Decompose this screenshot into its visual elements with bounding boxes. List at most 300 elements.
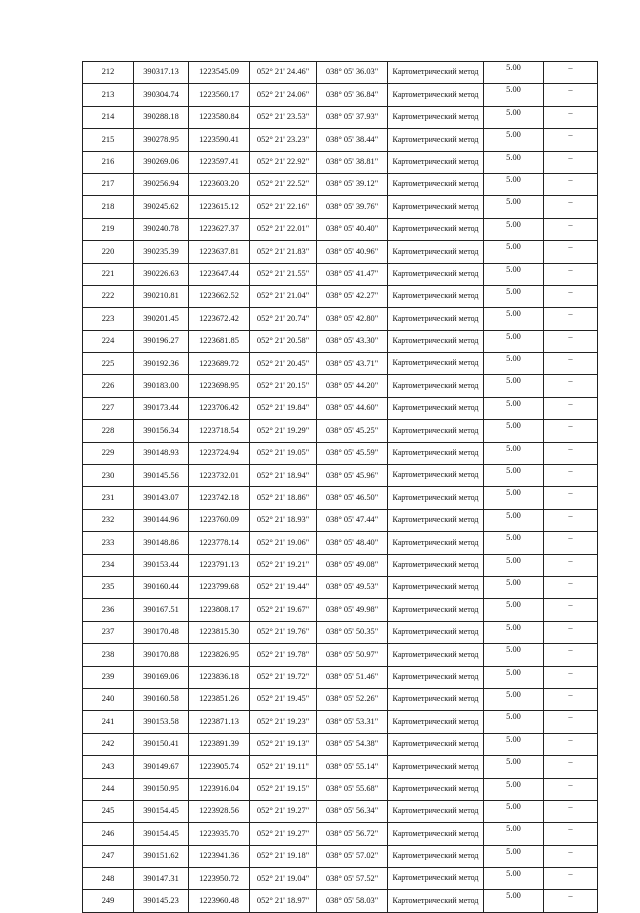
latitude-cell: 052° 21' 20.15" bbox=[250, 375, 317, 397]
note-cell: – bbox=[544, 218, 598, 240]
point-number-cell: 213 bbox=[83, 84, 134, 106]
x-coordinate-cell: 390196.27 bbox=[134, 330, 189, 352]
longitude-cell: 038° 05' 55.14" bbox=[317, 756, 388, 778]
y-coordinate-cell: 1223871.13 bbox=[189, 711, 250, 733]
point-number-cell: 238 bbox=[83, 644, 134, 666]
x-coordinate-cell: 390153.44 bbox=[134, 554, 189, 576]
distance-cell: 5.00 bbox=[484, 62, 544, 84]
x-coordinate-cell: 390269.06 bbox=[134, 151, 189, 173]
note-cell: – bbox=[544, 845, 598, 867]
method-cell: Картометрический метод bbox=[388, 420, 484, 442]
latitude-cell: 052° 21' 19.84" bbox=[250, 397, 317, 419]
table-row bbox=[83, 218, 598, 240]
point-number-cell: 233 bbox=[83, 532, 134, 554]
distance-cell: 5.00 bbox=[484, 599, 544, 621]
note-cell: – bbox=[544, 756, 598, 778]
note-cell: – bbox=[544, 644, 598, 666]
x-coordinate-cell: 390210.81 bbox=[134, 285, 189, 307]
table-row bbox=[83, 241, 598, 263]
distance-cell: 5.00 bbox=[484, 465, 544, 487]
table-row bbox=[83, 644, 598, 666]
x-coordinate-cell: 390317.13 bbox=[134, 62, 189, 84]
longitude-cell: 038° 05' 57.02" bbox=[317, 845, 388, 867]
y-coordinate-cell: 1223851.26 bbox=[189, 688, 250, 710]
table-row bbox=[83, 890, 598, 912]
x-coordinate-cell: 390160.58 bbox=[134, 688, 189, 710]
note-cell: – bbox=[544, 263, 598, 285]
point-number-cell: 242 bbox=[83, 733, 134, 755]
y-coordinate-cell: 1223935.70 bbox=[189, 823, 250, 845]
method-cell: Картометрический метод bbox=[388, 375, 484, 397]
x-coordinate-cell: 390167.51 bbox=[134, 599, 189, 621]
note-cell: – bbox=[544, 823, 598, 845]
table-row bbox=[83, 487, 598, 509]
table-row bbox=[83, 532, 598, 554]
x-coordinate-cell: 390169.06 bbox=[134, 666, 189, 688]
point-number-cell: 215 bbox=[83, 129, 134, 151]
y-coordinate-cell: 1223698.95 bbox=[189, 375, 250, 397]
method-cell: Картометрический метод bbox=[388, 554, 484, 576]
method-cell: Картометрический метод bbox=[388, 397, 484, 419]
method-cell: Картометрический метод bbox=[388, 353, 484, 375]
latitude-cell: 052° 21' 24.46" bbox=[250, 62, 317, 84]
x-coordinate-cell: 390148.93 bbox=[134, 442, 189, 464]
note-cell: – bbox=[544, 509, 598, 531]
distance-cell: 5.00 bbox=[484, 890, 544, 912]
coordinates-table bbox=[82, 61, 598, 913]
latitude-cell: 052° 21' 19.78" bbox=[250, 644, 317, 666]
x-coordinate-cell: 390170.88 bbox=[134, 644, 189, 666]
y-coordinate-cell: 1223637.81 bbox=[189, 241, 250, 263]
table-row bbox=[83, 106, 598, 128]
method-cell: Картометрический метод bbox=[388, 84, 484, 106]
table-row bbox=[83, 173, 598, 195]
point-number-cell: 237 bbox=[83, 621, 134, 643]
note-cell: – bbox=[544, 868, 598, 890]
method-cell: Картометрический метод bbox=[388, 576, 484, 598]
longitude-cell: 038° 05' 43.30" bbox=[317, 330, 388, 352]
latitude-cell: 052° 21' 18.94" bbox=[250, 465, 317, 487]
x-coordinate-cell: 390143.07 bbox=[134, 487, 189, 509]
point-number-cell: 218 bbox=[83, 196, 134, 218]
y-coordinate-cell: 1223815.30 bbox=[189, 621, 250, 643]
x-coordinate-cell: 390245.62 bbox=[134, 196, 189, 218]
longitude-cell: 038° 05' 48.40" bbox=[317, 532, 388, 554]
table-row bbox=[83, 442, 598, 464]
method-cell: Картометрический метод bbox=[388, 599, 484, 621]
point-number-cell: 217 bbox=[83, 173, 134, 195]
point-number-cell: 240 bbox=[83, 688, 134, 710]
method-cell: Картометрический метод bbox=[388, 241, 484, 263]
longitude-cell: 038° 05' 55.68" bbox=[317, 778, 388, 800]
distance-cell: 5.00 bbox=[484, 532, 544, 554]
method-cell: Картометрический метод bbox=[388, 756, 484, 778]
y-coordinate-cell: 1223799.68 bbox=[189, 576, 250, 598]
note-cell: – bbox=[544, 173, 598, 195]
longitude-cell: 038° 05' 42.27" bbox=[317, 285, 388, 307]
y-coordinate-cell: 1223706.42 bbox=[189, 397, 250, 419]
x-coordinate-cell: 390145.56 bbox=[134, 465, 189, 487]
x-coordinate-cell: 390150.41 bbox=[134, 733, 189, 755]
method-cell: Картометрический метод bbox=[388, 778, 484, 800]
longitude-cell: 038° 05' 36.84" bbox=[317, 84, 388, 106]
point-number-cell: 219 bbox=[83, 218, 134, 240]
method-cell: Картометрический метод bbox=[388, 688, 484, 710]
distance-cell: 5.00 bbox=[484, 151, 544, 173]
table-row bbox=[83, 465, 598, 487]
note-cell: – bbox=[544, 442, 598, 464]
y-coordinate-cell: 1223615.12 bbox=[189, 196, 250, 218]
latitude-cell: 052° 21' 24.06" bbox=[250, 84, 317, 106]
point-number-cell: 224 bbox=[83, 330, 134, 352]
distance-cell: 5.00 bbox=[484, 688, 544, 710]
latitude-cell: 052° 21' 19.13" bbox=[250, 733, 317, 755]
point-number-cell: 214 bbox=[83, 106, 134, 128]
distance-cell: 5.00 bbox=[484, 711, 544, 733]
point-number-cell: 225 bbox=[83, 353, 134, 375]
point-number-cell: 226 bbox=[83, 375, 134, 397]
note-cell: – bbox=[544, 353, 598, 375]
y-coordinate-cell: 1223836.18 bbox=[189, 666, 250, 688]
longitude-cell: 038° 05' 49.98" bbox=[317, 599, 388, 621]
longitude-cell: 038° 05' 56.34" bbox=[317, 800, 388, 822]
y-coordinate-cell: 1223647.44 bbox=[189, 263, 250, 285]
latitude-cell: 052° 21' 21.83" bbox=[250, 241, 317, 263]
method-cell: Картометрический метод bbox=[388, 129, 484, 151]
latitude-cell: 052° 21' 19.15" bbox=[250, 778, 317, 800]
distance-cell: 5.00 bbox=[484, 173, 544, 195]
method-cell: Картометрический метод bbox=[388, 845, 484, 867]
table-row bbox=[83, 800, 598, 822]
table-row bbox=[83, 756, 598, 778]
longitude-cell: 038° 05' 57.52" bbox=[317, 868, 388, 890]
longitude-cell: 038° 05' 50.35" bbox=[317, 621, 388, 643]
table-row bbox=[83, 151, 598, 173]
latitude-cell: 052° 21' 19.67" bbox=[250, 599, 317, 621]
table-row bbox=[83, 621, 598, 643]
latitude-cell: 052° 21' 18.93" bbox=[250, 509, 317, 531]
note-cell: – bbox=[544, 688, 598, 710]
latitude-cell: 052° 21' 19.18" bbox=[250, 845, 317, 867]
distance-cell: 5.00 bbox=[484, 845, 544, 867]
distance-cell: 5.00 bbox=[484, 285, 544, 307]
distance-cell: 5.00 bbox=[484, 263, 544, 285]
distance-cell: 5.00 bbox=[484, 733, 544, 755]
x-coordinate-cell: 390149.67 bbox=[134, 756, 189, 778]
table-row bbox=[83, 778, 598, 800]
y-coordinate-cell: 1223791.13 bbox=[189, 554, 250, 576]
latitude-cell: 052° 21' 20.74" bbox=[250, 308, 317, 330]
x-coordinate-cell: 390148.86 bbox=[134, 532, 189, 554]
longitude-cell: 038° 05' 49.08" bbox=[317, 554, 388, 576]
table-row bbox=[83, 129, 598, 151]
distance-cell: 5.00 bbox=[484, 554, 544, 576]
note-cell: – bbox=[544, 554, 598, 576]
x-coordinate-cell: 390156.34 bbox=[134, 420, 189, 442]
longitude-cell: 038° 05' 42.80" bbox=[317, 308, 388, 330]
x-coordinate-cell: 390154.45 bbox=[134, 823, 189, 845]
point-number-cell: 223 bbox=[83, 308, 134, 330]
y-coordinate-cell: 1223662.52 bbox=[189, 285, 250, 307]
x-coordinate-cell: 390201.45 bbox=[134, 308, 189, 330]
x-coordinate-cell: 390226.63 bbox=[134, 263, 189, 285]
y-coordinate-cell: 1223950.72 bbox=[189, 868, 250, 890]
x-coordinate-cell: 390151.62 bbox=[134, 845, 189, 867]
method-cell: Картометрический метод bbox=[388, 644, 484, 666]
longitude-cell: 038° 05' 45.59" bbox=[317, 442, 388, 464]
point-number-cell: 222 bbox=[83, 285, 134, 307]
method-cell: Картометрический метод bbox=[388, 173, 484, 195]
method-cell: Картометрический метод bbox=[388, 868, 484, 890]
note-cell: – bbox=[544, 241, 598, 263]
latitude-cell: 052° 21' 19.05" bbox=[250, 442, 317, 464]
point-number-cell: 246 bbox=[83, 823, 134, 845]
longitude-cell: 038° 05' 56.72" bbox=[317, 823, 388, 845]
table-row bbox=[83, 733, 598, 755]
x-coordinate-cell: 390144.96 bbox=[134, 509, 189, 531]
x-coordinate-cell: 390145.23 bbox=[134, 890, 189, 912]
longitude-cell: 038° 05' 43.71" bbox=[317, 353, 388, 375]
longitude-cell: 038° 05' 49.53" bbox=[317, 576, 388, 598]
x-coordinate-cell: 390147.31 bbox=[134, 868, 189, 890]
note-cell: – bbox=[544, 487, 598, 509]
longitude-cell: 038° 05' 44.20" bbox=[317, 375, 388, 397]
note-cell: – bbox=[544, 711, 598, 733]
method-cell: Картометрический метод bbox=[388, 621, 484, 643]
point-number-cell: 239 bbox=[83, 666, 134, 688]
x-coordinate-cell: 390153.58 bbox=[134, 711, 189, 733]
y-coordinate-cell: 1223718.54 bbox=[189, 420, 250, 442]
table-row bbox=[83, 263, 598, 285]
longitude-cell: 038° 05' 41.47" bbox=[317, 263, 388, 285]
y-coordinate-cell: 1223545.09 bbox=[189, 62, 250, 84]
y-coordinate-cell: 1223597.41 bbox=[189, 151, 250, 173]
longitude-cell: 038° 05' 45.96" bbox=[317, 465, 388, 487]
x-coordinate-cell: 390183.00 bbox=[134, 375, 189, 397]
distance-cell: 5.00 bbox=[484, 420, 544, 442]
y-coordinate-cell: 1223689.72 bbox=[189, 353, 250, 375]
table-row bbox=[83, 845, 598, 867]
distance-cell: 5.00 bbox=[484, 800, 544, 822]
point-number-cell: 234 bbox=[83, 554, 134, 576]
latitude-cell: 052° 21' 19.27" bbox=[250, 800, 317, 822]
longitude-cell: 038° 05' 52.26" bbox=[317, 688, 388, 710]
distance-cell: 5.00 bbox=[484, 106, 544, 128]
distance-cell: 5.00 bbox=[484, 353, 544, 375]
distance-cell: 5.00 bbox=[484, 308, 544, 330]
table-row bbox=[83, 599, 598, 621]
y-coordinate-cell: 1223941.36 bbox=[189, 845, 250, 867]
note-cell: – bbox=[544, 129, 598, 151]
point-number-cell: 227 bbox=[83, 397, 134, 419]
latitude-cell: 052° 21' 21.55" bbox=[250, 263, 317, 285]
point-number-cell: 231 bbox=[83, 487, 134, 509]
longitude-cell: 038° 05' 47.44" bbox=[317, 509, 388, 531]
table-row bbox=[83, 420, 598, 442]
y-coordinate-cell: 1223916.04 bbox=[189, 778, 250, 800]
distance-cell: 5.00 bbox=[484, 442, 544, 464]
x-coordinate-cell: 390256.94 bbox=[134, 173, 189, 195]
distance-cell: 5.00 bbox=[484, 375, 544, 397]
distance-cell: 5.00 bbox=[484, 129, 544, 151]
method-cell: Картометрический метод bbox=[388, 308, 484, 330]
x-coordinate-cell: 390304.74 bbox=[134, 84, 189, 106]
x-coordinate-cell: 390192.36 bbox=[134, 353, 189, 375]
note-cell: – bbox=[544, 576, 598, 598]
distance-cell: 5.00 bbox=[484, 823, 544, 845]
table-row bbox=[83, 688, 598, 710]
y-coordinate-cell: 1223560.17 bbox=[189, 84, 250, 106]
y-coordinate-cell: 1223742.18 bbox=[189, 487, 250, 509]
note-cell: – bbox=[544, 778, 598, 800]
x-coordinate-cell: 390235.39 bbox=[134, 241, 189, 263]
longitude-cell: 038° 05' 40.40" bbox=[317, 218, 388, 240]
longitude-cell: 038° 05' 39.76" bbox=[317, 196, 388, 218]
method-cell: Картометрический метод bbox=[388, 218, 484, 240]
latitude-cell: 052° 21' 19.23" bbox=[250, 711, 317, 733]
distance-cell: 5.00 bbox=[484, 621, 544, 643]
table-row bbox=[83, 375, 598, 397]
latitude-cell: 052° 21' 20.58" bbox=[250, 330, 317, 352]
y-coordinate-cell: 1223928.56 bbox=[189, 800, 250, 822]
latitude-cell: 052° 21' 18.86" bbox=[250, 487, 317, 509]
note-cell: – bbox=[544, 106, 598, 128]
longitude-cell: 038° 05' 44.60" bbox=[317, 397, 388, 419]
y-coordinate-cell: 1223960.48 bbox=[189, 890, 250, 912]
x-coordinate-cell: 390240.78 bbox=[134, 218, 189, 240]
note-cell: – bbox=[544, 666, 598, 688]
x-coordinate-cell: 390278.95 bbox=[134, 129, 189, 151]
latitude-cell: 052° 21' 22.92" bbox=[250, 151, 317, 173]
point-number-cell: 216 bbox=[83, 151, 134, 173]
x-coordinate-cell: 390170.48 bbox=[134, 621, 189, 643]
latitude-cell: 052° 21' 19.04" bbox=[250, 868, 317, 890]
point-number-cell: 229 bbox=[83, 442, 134, 464]
note-cell: – bbox=[544, 733, 598, 755]
table-row bbox=[83, 196, 598, 218]
distance-cell: 5.00 bbox=[484, 241, 544, 263]
latitude-cell: 052° 21' 18.97" bbox=[250, 890, 317, 912]
latitude-cell: 052° 21' 19.72" bbox=[250, 666, 317, 688]
note-cell: – bbox=[544, 420, 598, 442]
distance-cell: 5.00 bbox=[484, 756, 544, 778]
y-coordinate-cell: 1223580.84 bbox=[189, 106, 250, 128]
point-number-cell: 235 bbox=[83, 576, 134, 598]
latitude-cell: 052° 21' 19.06" bbox=[250, 532, 317, 554]
method-cell: Картометрический метод bbox=[388, 532, 484, 554]
note-cell: – bbox=[544, 196, 598, 218]
table-row bbox=[83, 62, 598, 84]
point-number-cell: 230 bbox=[83, 465, 134, 487]
longitude-cell: 038° 05' 36.03" bbox=[317, 62, 388, 84]
method-cell: Картометрический метод bbox=[388, 263, 484, 285]
point-number-cell: 241 bbox=[83, 711, 134, 733]
latitude-cell: 052° 21' 23.53" bbox=[250, 106, 317, 128]
longitude-cell: 038° 05' 53.31" bbox=[317, 711, 388, 733]
x-coordinate-cell: 390160.44 bbox=[134, 576, 189, 598]
point-number-cell: 228 bbox=[83, 420, 134, 442]
note-cell: – bbox=[544, 621, 598, 643]
method-cell: Картометрический метод bbox=[388, 711, 484, 733]
y-coordinate-cell: 1223681.85 bbox=[189, 330, 250, 352]
distance-cell: 5.00 bbox=[484, 330, 544, 352]
table-row bbox=[83, 509, 598, 531]
longitude-cell: 038° 05' 50.97" bbox=[317, 644, 388, 666]
table-row bbox=[83, 285, 598, 307]
distance-cell: 5.00 bbox=[484, 868, 544, 890]
method-cell: Картометрический метод bbox=[388, 823, 484, 845]
x-coordinate-cell: 390154.45 bbox=[134, 800, 189, 822]
point-number-cell: 243 bbox=[83, 756, 134, 778]
table-row bbox=[83, 330, 598, 352]
longitude-cell: 038° 05' 46.50" bbox=[317, 487, 388, 509]
point-number-cell: 232 bbox=[83, 509, 134, 531]
method-cell: Картометрический метод bbox=[388, 442, 484, 464]
method-cell: Картометрический метод bbox=[388, 151, 484, 173]
point-number-cell: 236 bbox=[83, 599, 134, 621]
latitude-cell: 052° 21' 19.27" bbox=[250, 823, 317, 845]
y-coordinate-cell: 1223778.14 bbox=[189, 532, 250, 554]
note-cell: – bbox=[544, 285, 598, 307]
method-cell: Картометрический метод bbox=[388, 666, 484, 688]
note-cell: – bbox=[544, 308, 598, 330]
point-number-cell: 247 bbox=[83, 845, 134, 867]
distance-cell: 5.00 bbox=[484, 644, 544, 666]
note-cell: – bbox=[544, 890, 598, 912]
table-body bbox=[83, 62, 598, 913]
note-cell: – bbox=[544, 397, 598, 419]
point-number-cell: 248 bbox=[83, 868, 134, 890]
y-coordinate-cell: 1223627.37 bbox=[189, 218, 250, 240]
latitude-cell: 052° 21' 22.16" bbox=[250, 196, 317, 218]
note-cell: – bbox=[544, 465, 598, 487]
table-row bbox=[83, 397, 598, 419]
method-cell: Картометрический метод bbox=[388, 62, 484, 84]
latitude-cell: 052° 21' 19.45" bbox=[250, 688, 317, 710]
y-coordinate-cell: 1223826.95 bbox=[189, 644, 250, 666]
y-coordinate-cell: 1223808.17 bbox=[189, 599, 250, 621]
note-cell: – bbox=[544, 375, 598, 397]
longitude-cell: 038° 05' 45.25" bbox=[317, 420, 388, 442]
longitude-cell: 038° 05' 38.81" bbox=[317, 151, 388, 173]
note-cell: – bbox=[544, 330, 598, 352]
longitude-cell: 038° 05' 58.03" bbox=[317, 890, 388, 912]
note-cell: – bbox=[544, 599, 598, 621]
note-cell: – bbox=[544, 151, 598, 173]
table-row bbox=[83, 554, 598, 576]
y-coordinate-cell: 1223672.42 bbox=[189, 308, 250, 330]
distance-cell: 5.00 bbox=[484, 666, 544, 688]
method-cell: Картометрический метод bbox=[388, 285, 484, 307]
longitude-cell: 038° 05' 38.44" bbox=[317, 129, 388, 151]
distance-cell: 5.00 bbox=[484, 84, 544, 106]
distance-cell: 5.00 bbox=[484, 397, 544, 419]
longitude-cell: 038° 05' 51.46" bbox=[317, 666, 388, 688]
latitude-cell: 052° 21' 19.29" bbox=[250, 420, 317, 442]
latitude-cell: 052° 21' 22.52" bbox=[250, 173, 317, 195]
table-row bbox=[83, 308, 598, 330]
y-coordinate-cell: 1223724.94 bbox=[189, 442, 250, 464]
point-number-cell: 245 bbox=[83, 800, 134, 822]
note-cell: – bbox=[544, 84, 598, 106]
table-row bbox=[83, 353, 598, 375]
method-cell: Картометрический метод bbox=[388, 465, 484, 487]
distance-cell: 5.00 bbox=[484, 576, 544, 598]
y-coordinate-cell: 1223732.01 bbox=[189, 465, 250, 487]
table-row bbox=[83, 576, 598, 598]
note-cell: – bbox=[544, 800, 598, 822]
table-row bbox=[83, 666, 598, 688]
